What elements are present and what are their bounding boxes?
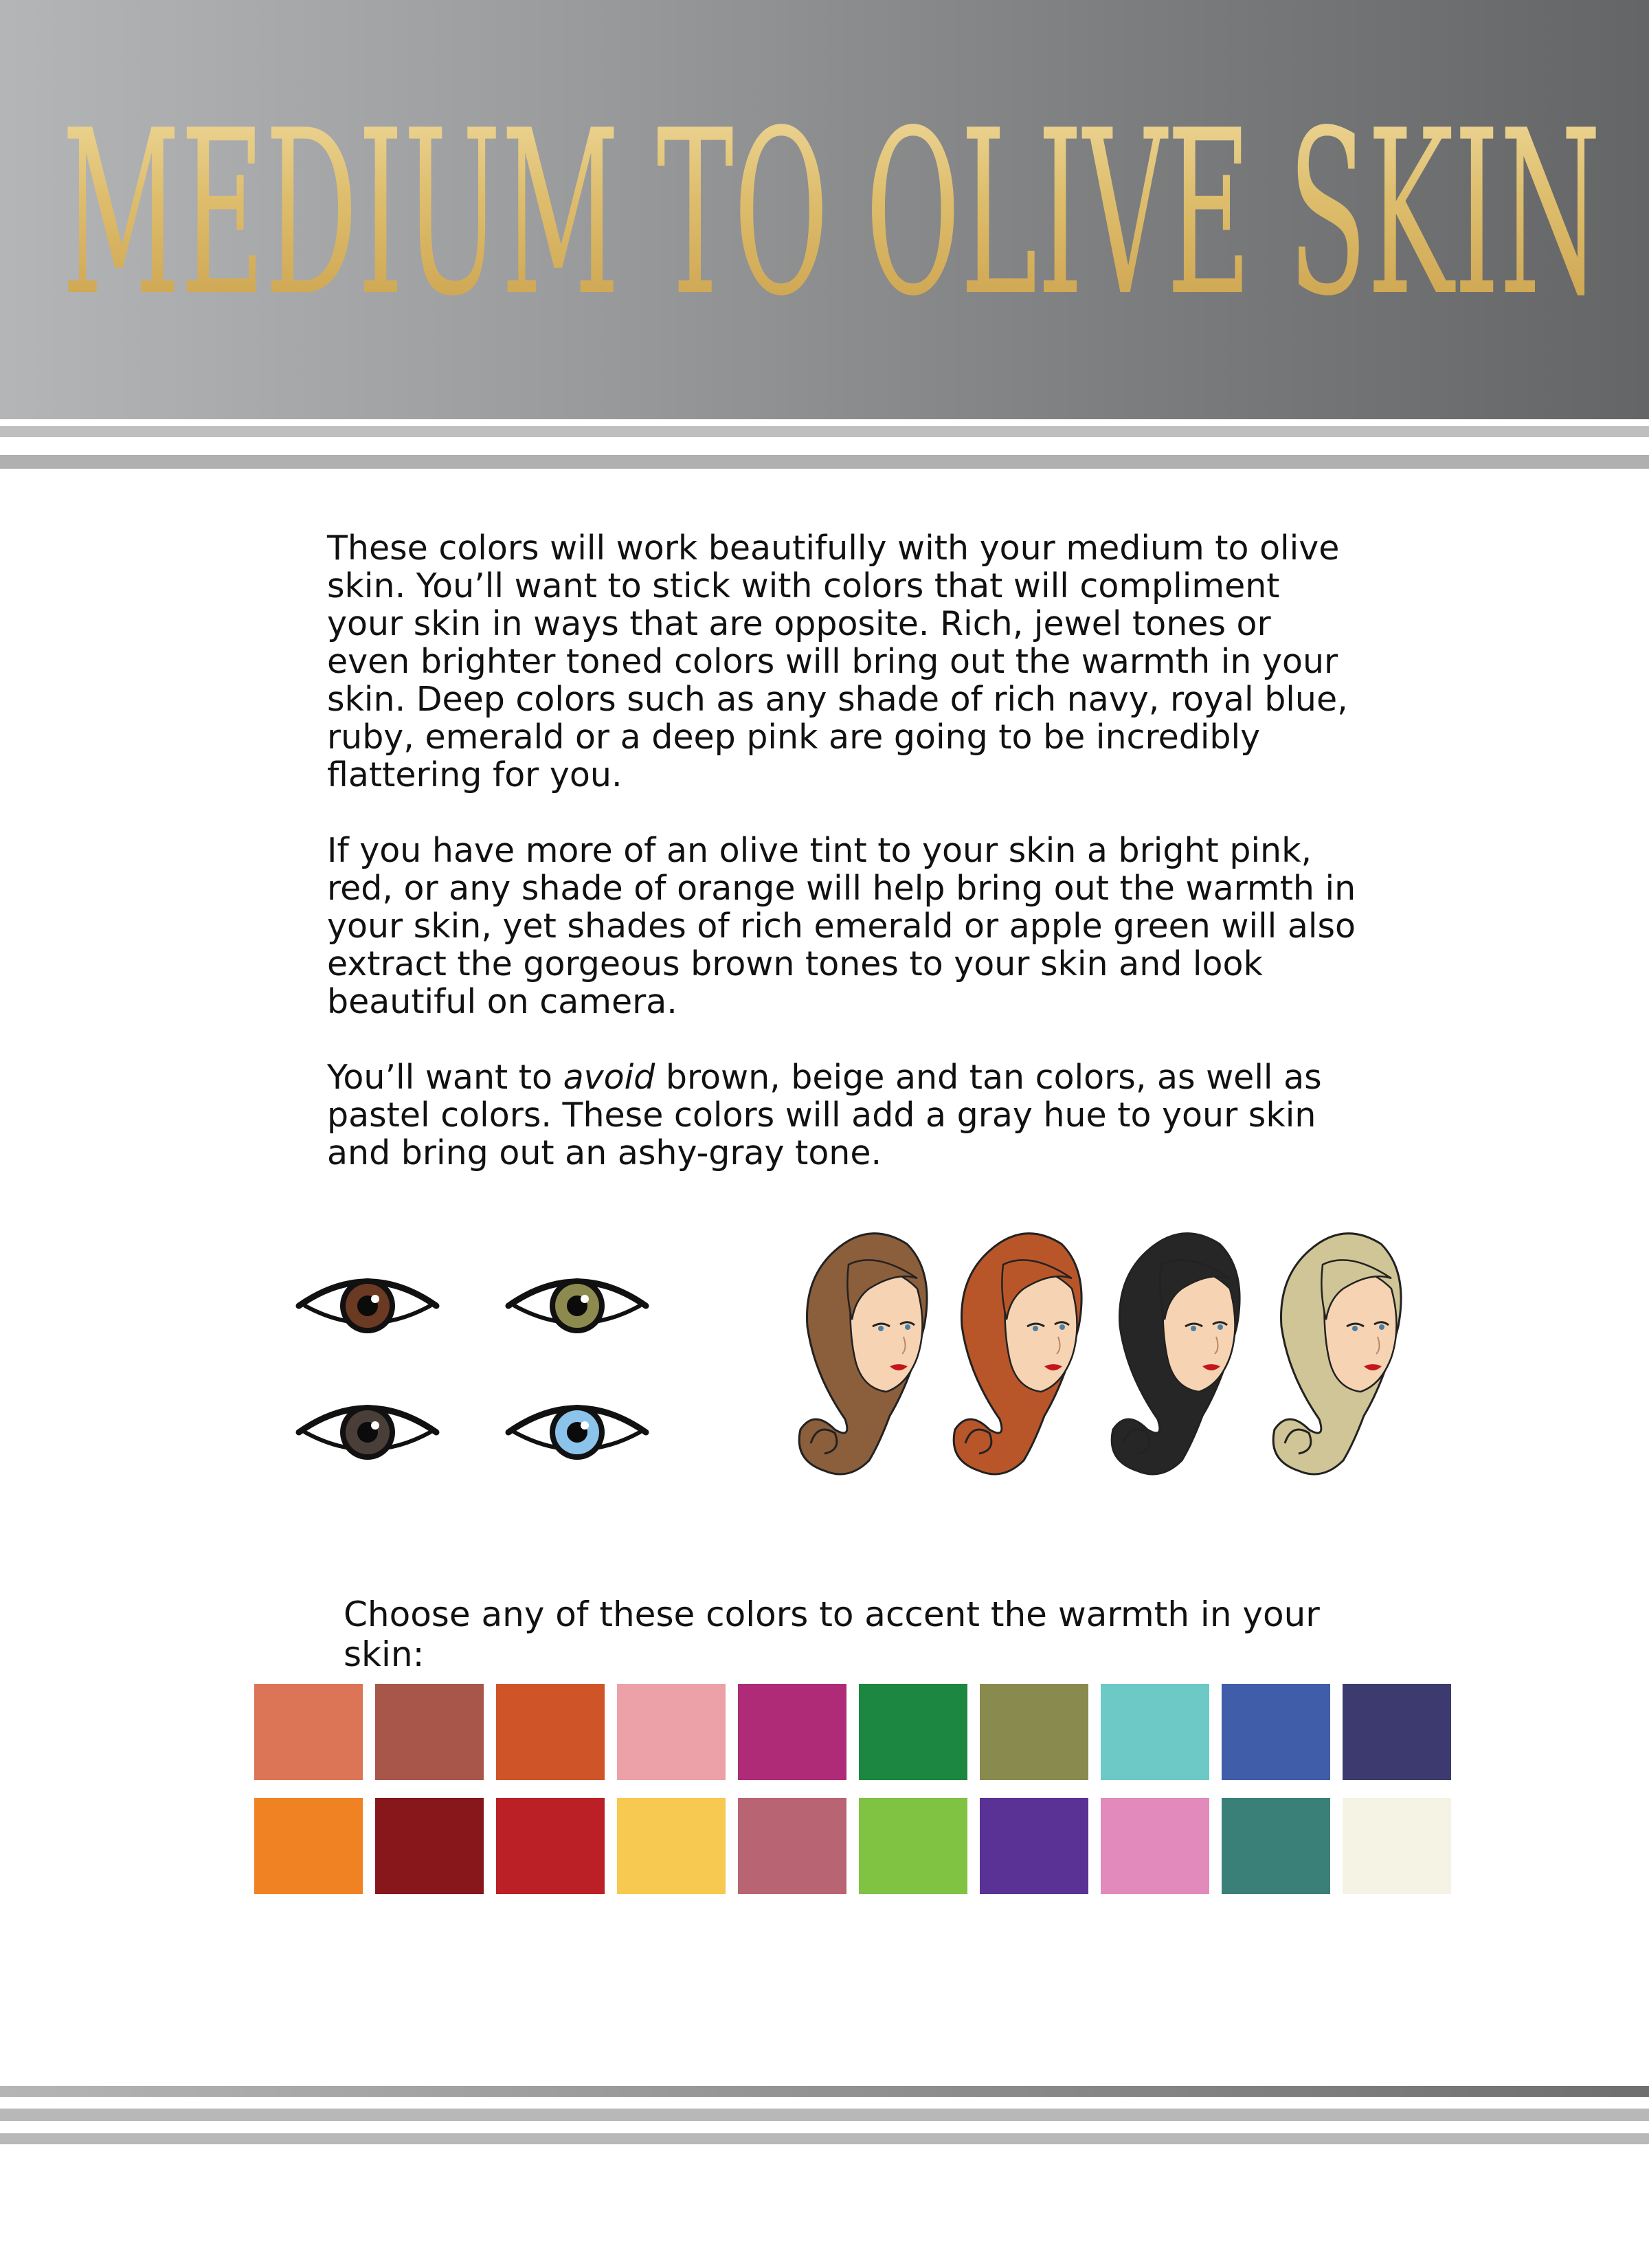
- header-stripe-bottom: [0, 455, 1649, 469]
- color-swatch: [980, 1798, 1088, 1894]
- paragraph-1: These colors will work beautifully with your medium to olive skin. You’ll want to stick with colors that will compliment your skin in ways that are opposite. Rich, jewel tones or even brighter toned colors will bring out the warmth in your skin. Deep colors such as any shade of rich navy, royal blue, ruby, emerald or a deep pink are going to be incredibly flattering for you.: [327, 529, 1348, 794]
- color-swatch: [617, 1798, 726, 1894]
- color-swatch: [496, 1684, 605, 1780]
- swatch-prompt: Choose any of these colors to accent the warmth in your skin:: [344, 1594, 1320, 1674]
- color-swatch: [496, 1798, 605, 1894]
- color-swatch: [1343, 1684, 1451, 1780]
- avoid-emphasis: avoid: [563, 1058, 655, 1097]
- color-swatch: [617, 1684, 726, 1780]
- blue-eye-icon: [505, 1390, 649, 1472]
- blonde-hair-face-icon: [1261, 1223, 1412, 1485]
- color-swatch: [1101, 1684, 1209, 1780]
- color-swatch: [1222, 1684, 1330, 1780]
- svg-text:MEDIUM TO OLIVE SKIN: MEDIUM TO OLIVE SKIN: [62, 82, 1601, 346]
- dark-brown-eye-icon: [295, 1390, 440, 1472]
- hazel-eye-icon: [505, 1263, 649, 1346]
- footer-stripe-2: [0, 2109, 1649, 2121]
- footer-stripe-1: [0, 2086, 1649, 2097]
- color-swatch: [738, 1798, 846, 1894]
- footer-stripe-3: [0, 2133, 1649, 2144]
- black-hair-face-icon: [1099, 1223, 1250, 1485]
- color-swatch: [1222, 1798, 1330, 1894]
- advice-text: [327, 529, 1358, 1210]
- paragraph-2: If you have more of an olive tint to your skin a bright pink, red, or any shade of orange will help bring out the warmth in your skin, yet shades of rich emerald or apple green will also extract the gorgeous brown tones to your skin and look beautiful on camera.: [327, 831, 1356, 1021]
- auburn-hair-face-icon: [941, 1223, 1092, 1485]
- brown-hair-face-icon: [787, 1223, 938, 1485]
- page-title: [55, 82, 1608, 346]
- color-swatch: [1343, 1798, 1451, 1894]
- color-swatch: [254, 1684, 363, 1780]
- paragraph-3: You’ll want to avoid brown, beige and tan colors, as well as pastel colors. These colors will add a gray hue to your skin and bring out an ashy-gray tone.: [327, 1058, 1322, 1172]
- color-swatch: [859, 1798, 967, 1894]
- header-stripe-top: [0, 426, 1649, 437]
- title-banner: [0, 0, 1649, 419]
- color-swatch: [375, 1798, 484, 1894]
- color-swatch: [375, 1684, 484, 1780]
- color-swatch: [738, 1684, 846, 1780]
- brown-eye-icon: [295, 1263, 440, 1346]
- color-swatch: [980, 1684, 1088, 1780]
- color-swatch: [1101, 1798, 1209, 1894]
- color-swatch: [859, 1684, 967, 1780]
- color-swatch: [254, 1798, 363, 1894]
